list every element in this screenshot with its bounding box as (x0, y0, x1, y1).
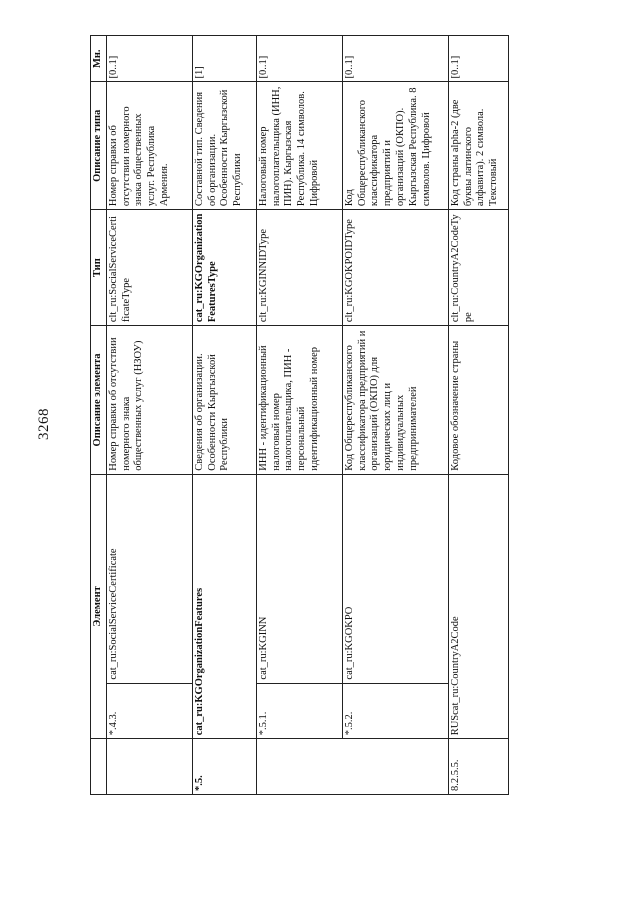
multiplicity: [0..1] (448, 36, 508, 82)
element-description: Сведения об организации. Особенности Кыргызской Республики (192, 326, 256, 475)
row-gutter (342, 739, 448, 795)
row-number: 8.2.5.5. (448, 739, 508, 795)
type-description: Составной тип. Сведения об организации. Особенности Кыргызской Республики (192, 82, 256, 210)
element-type: clt_ru:SocialServiceCertificateType (106, 210, 192, 326)
multiplicity: [0..1] (106, 36, 192, 82)
header-type: Тип (91, 210, 107, 326)
element-description: ИНН - идентификационный налоговый номер налогоплательщика, ПИН - персональный идентификационный номер (256, 326, 342, 475)
multiplicity: [0..1] (256, 36, 342, 82)
row-number: *.4.3. (106, 683, 192, 739)
table-row (192, 36, 256, 795)
header-multiplicity: Мн. (91, 36, 107, 82)
multiplicity: [0..1] (342, 36, 448, 82)
elements-table (90, 35, 509, 795)
table-row (342, 36, 448, 795)
element-description: Номер справки об отсутствии номерного знака общественных услуг (НЗОУ) (106, 326, 192, 475)
rotated-table-container (90, 35, 560, 795)
header-spacer (91, 739, 107, 795)
element-name: cat_ru:KGOrganizationFeatures (192, 474, 256, 739)
element-name: cat_ru:KGOKPO (342, 474, 448, 683)
element-name: cat_ru:KGINN (256, 474, 342, 683)
type-description: Номер справки об отсутствии номерного знака общественных услуг. Республика Армения. (106, 82, 192, 210)
row-number: *.5.2. (342, 683, 448, 739)
type-description: Код Общереспубликанского классификатора предприятий и организаций (ОКПО). Кыргызская Республика. 8 символов. Цифровой (342, 82, 448, 210)
table-row (256, 36, 342, 795)
element-description: Кодовое обозначение страны (448, 326, 508, 475)
element-type: clt_ru:KGOKPOIDType (342, 210, 448, 326)
row-gutter (256, 739, 342, 795)
element-type: clt_ru:CountryA2CodeType (448, 210, 508, 326)
header-type-description: Описание типа (91, 82, 107, 210)
header-element-description: Описание элемента (91, 326, 107, 475)
row-gutter (106, 739, 192, 795)
element-name: cat_ru:SocialServiceCertificate (106, 474, 192, 683)
element-name: RUScat_ru:CountryA2Code (448, 474, 508, 739)
page-number: 3268 (36, 408, 52, 440)
type-description: Код страны alpha-2 (две буквы латинского алфавита). 2 символа. Текстовый (448, 82, 508, 210)
multiplicity: [1] (192, 36, 256, 82)
table-header-row (91, 36, 107, 795)
row-number: *.5. (192, 739, 256, 795)
table-row (106, 36, 192, 795)
header-element: Элемент (91, 474, 107, 739)
table-row (448, 36, 508, 795)
type-description: Налоговый номер налогоплательщика (ИНН, ПИН). Кыргызская Республика. 14 символов. Цифровой (256, 82, 342, 210)
element-type: clt_ru:KGINNIDType (256, 210, 342, 326)
row-number: *.5.1. (256, 683, 342, 739)
element-description: Код Общереспубликанского классификатора предприятий и организаций (ОКПО) для юридических лиц и индивидуальных предпринимателей (342, 326, 448, 475)
element-type: cat_ru:KGOrganizationFeaturesType (192, 210, 256, 326)
